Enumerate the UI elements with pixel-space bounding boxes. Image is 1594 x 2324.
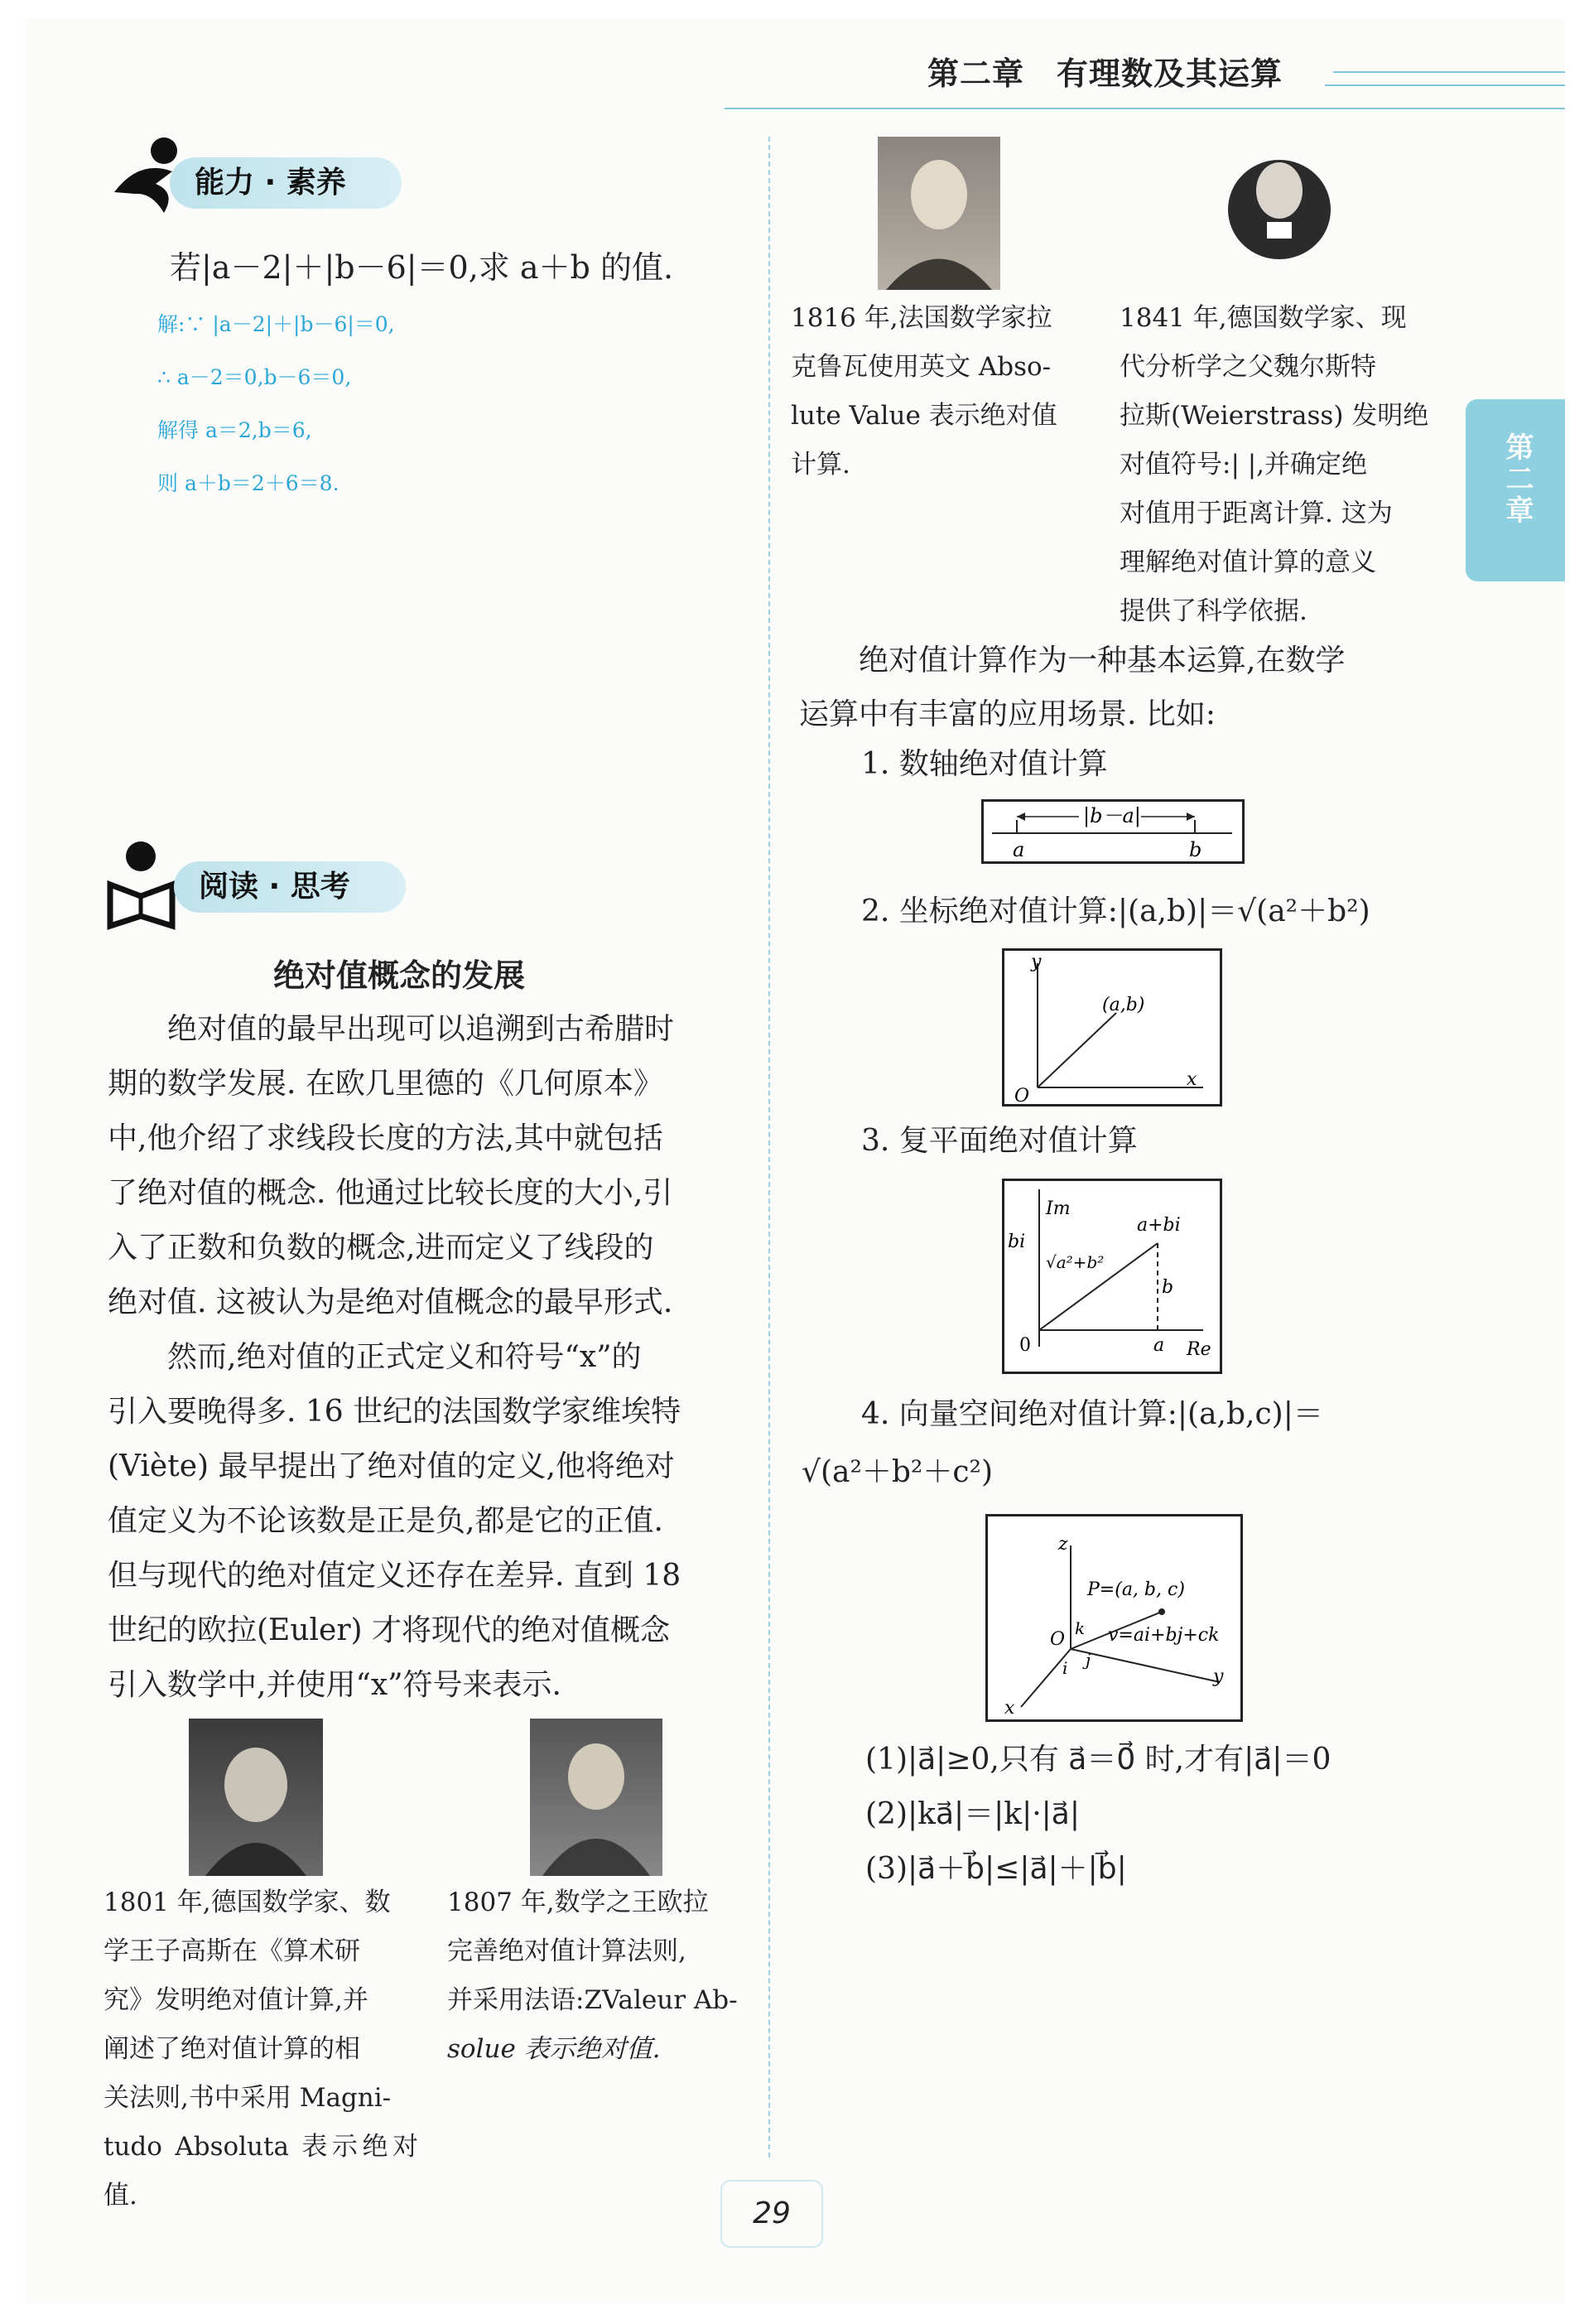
coordinate-figure [1002,948,1222,1107]
point-p-label: P=(a, b, c) [1087,1579,1185,1600]
article-body [108,1002,745,1713]
caption-line: 对值用于距离计算. 这为 [1120,499,1393,528]
k-label: k [1075,1618,1086,1638]
b-label: b [1162,1277,1174,1298]
article-line: 值定义为不论该数是正是负,都是它的正值. [108,1504,663,1538]
page-number: 29 [720,2180,823,2248]
distance-label: |b－a| [1083,804,1141,827]
a-label: a [1153,1335,1165,1356]
reading-banner: 阅读 · 思考 [174,861,406,913]
chapter-side-tab [1466,399,1565,581]
vector-label: v=ai+bj+ck [1108,1625,1220,1646]
caption-line: 学王子高斯在《算术研 [104,1936,360,1966]
caption-line: 阐述了绝对值计算的相 [104,2034,360,2064]
item-4-formula: √(a²＋b²＋c²) [802,1455,993,1489]
caption-line: 1816 年,法国数学家拉 [791,303,1052,333]
column-divider [768,137,770,2158]
caption-line: tudo Absoluta 表示绝对值. [104,2132,418,2211]
caption-line: lute Value 表示绝对值 [791,401,1057,431]
caption-line: 拉斯(Weierstrass) 发明绝 [1120,401,1429,431]
caption-line: 究》发明绝对值计算,并 [104,1985,368,2015]
article-line: 引入数学中,并使用“x”符号来表示. [108,1668,561,1702]
number-line-figure [981,799,1245,864]
solution-line: 则 a＋b＝2＋6＝8. [157,471,340,495]
article-line: 然而,绝对值的正式定义和符号“x”的 [108,1340,642,1374]
y-axis-label: y [1213,1666,1224,1687]
origin-label: O [1014,1086,1030,1104]
caption-line: 代分析学之父魏尔斯特 [1120,352,1376,382]
caption-line: 克鲁瓦使用英文 Abso- [791,352,1052,382]
z-axis-label: z [1058,1534,1068,1555]
point-b-label: b [1189,838,1202,861]
article-line: 期的数学发展. 在欧几里德的《几何原本》 [108,1067,663,1101]
caption-line: 1801 年,德国数学家、数 [104,1888,391,1917]
weierstrass-caption [1120,294,1451,636]
y-axis-label: y [1031,952,1042,972]
real-axis-label: Re [1187,1339,1211,1360]
intro-line: 运算中有丰富的应用场景. 比如: [799,697,1216,731]
caption-line: 并采用法语:ZValeur Ab- [447,1985,738,2015]
article-title: 绝对值概念的发展 [273,957,526,994]
header-rule [725,108,1565,109]
caption-line: solue 表示绝对值. [447,2034,661,2064]
x-axis-label: x [1004,1698,1015,1719]
side-tab-label: 第二章 [1500,432,1534,527]
header-deco-line [1333,71,1565,73]
item-2: 2. 坐标绝对值计算:|(a,b)|＝√(a²＋b²) [861,894,1370,928]
property-3: (3)|a⃗＋b⃗|≤|a⃗|＋|b⃗| [865,1852,1127,1886]
property-2: (2)|ka⃗|＝|k|·|a⃗| [865,1797,1080,1831]
ability-banner: 能力 · 素养 [170,157,402,209]
caption-line: 关法则,书中采用 Magni- [104,2083,392,2113]
caption-line: 理解绝对值计算的意义 [1120,547,1376,577]
x-axis-label: x [1187,1069,1197,1090]
article-line: 世纪的欧拉(Euler) 才将现代的绝对值概念 [108,1613,671,1647]
article-line: 引入要晚得多. 16 世纪的法国数学家维埃特 [108,1395,681,1429]
lacroix-portrait [878,137,1000,290]
property-1: (1)|a⃗|≥0,只有 a⃗＝0⃗ 时,才有|a⃗|＝0 [865,1743,1332,1777]
item-4: 4. 向量空间绝对值计算:|(a,b,c)|＝ [861,1397,1323,1431]
point-label: (a,b) [1102,995,1145,1015]
modulus-label: √a²+b² [1046,1252,1105,1272]
euler-portrait [530,1719,662,1876]
j-label: j [1086,1650,1091,1670]
caption-line: 提供了科学依据. [1120,596,1307,626]
header-deco-line [1325,84,1565,86]
article-line: 中,他介绍了求线段长度的方法,其中就包括 [108,1121,663,1155]
origin-label: 0 [1019,1335,1031,1356]
item-3: 3. 复平面绝对值计算 [861,1124,1138,1158]
article-line: 了绝对值的概念. 他通过比较长度的大小,引 [108,1176,673,1210]
solution-line: 解得 a＝2,b＝6, [157,418,312,442]
caption-line: 1841 年,德国数学家、现 [1120,303,1407,333]
a-plus-bi-label: a+bi [1137,1215,1181,1236]
chapter-title: 第二章 有理数及其运算 [927,55,1283,92]
caption-line: 1807 年,数学之王欧拉 [447,1888,709,1917]
caption-line: 对值符号:| |,并确定绝 [1120,450,1368,480]
solution-line: ∴ a－2＝0,b－6＝0, [157,365,352,389]
article-line: 但与现代的绝对值定义还存在差异. 直到 18 [108,1559,681,1593]
weierstrass-portrait [1221,139,1337,263]
lacroix-caption [791,294,1097,489]
article-line: 入了正数和负数的概念,进而定义了线段的 [108,1231,654,1265]
vector-space-figure [985,1514,1243,1722]
point-a-label: a [1013,838,1025,861]
gauss-caption [104,1878,418,2220]
euler-caption [447,1878,754,2074]
intro-line: 绝对值计算作为一种基本运算,在数学 [799,644,1346,677]
article-line: (Viète) 最早提出了绝对值的定义,他将绝对 [108,1449,675,1483]
article-line: 绝对值. 这被认为是绝对值概念的最早形式. [108,1285,673,1319]
imaginary-axis-label: Im [1046,1198,1071,1219]
gauss-portrait [189,1719,323,1876]
problem-text: 若|a－2|＋|b－6|＝0,求 a＋b 的值. [170,249,674,286]
origin-label: O [1050,1629,1066,1650]
article-line: 绝对值的最早出现可以追溯到古希腊时 [108,1012,675,1046]
caption-line: 计算. [791,450,850,480]
solution-line: 解:∵ |a－2|＋|b－6|＝0, [157,312,395,336]
i-label: i [1062,1658,1068,1678]
item-1: 1. 数轴绝对值计算 [861,747,1108,781]
caption-line: 完善绝对值计算法则, [447,1936,686,1966]
bi-label: bi [1008,1232,1026,1252]
complex-plane-figure [1002,1179,1222,1374]
